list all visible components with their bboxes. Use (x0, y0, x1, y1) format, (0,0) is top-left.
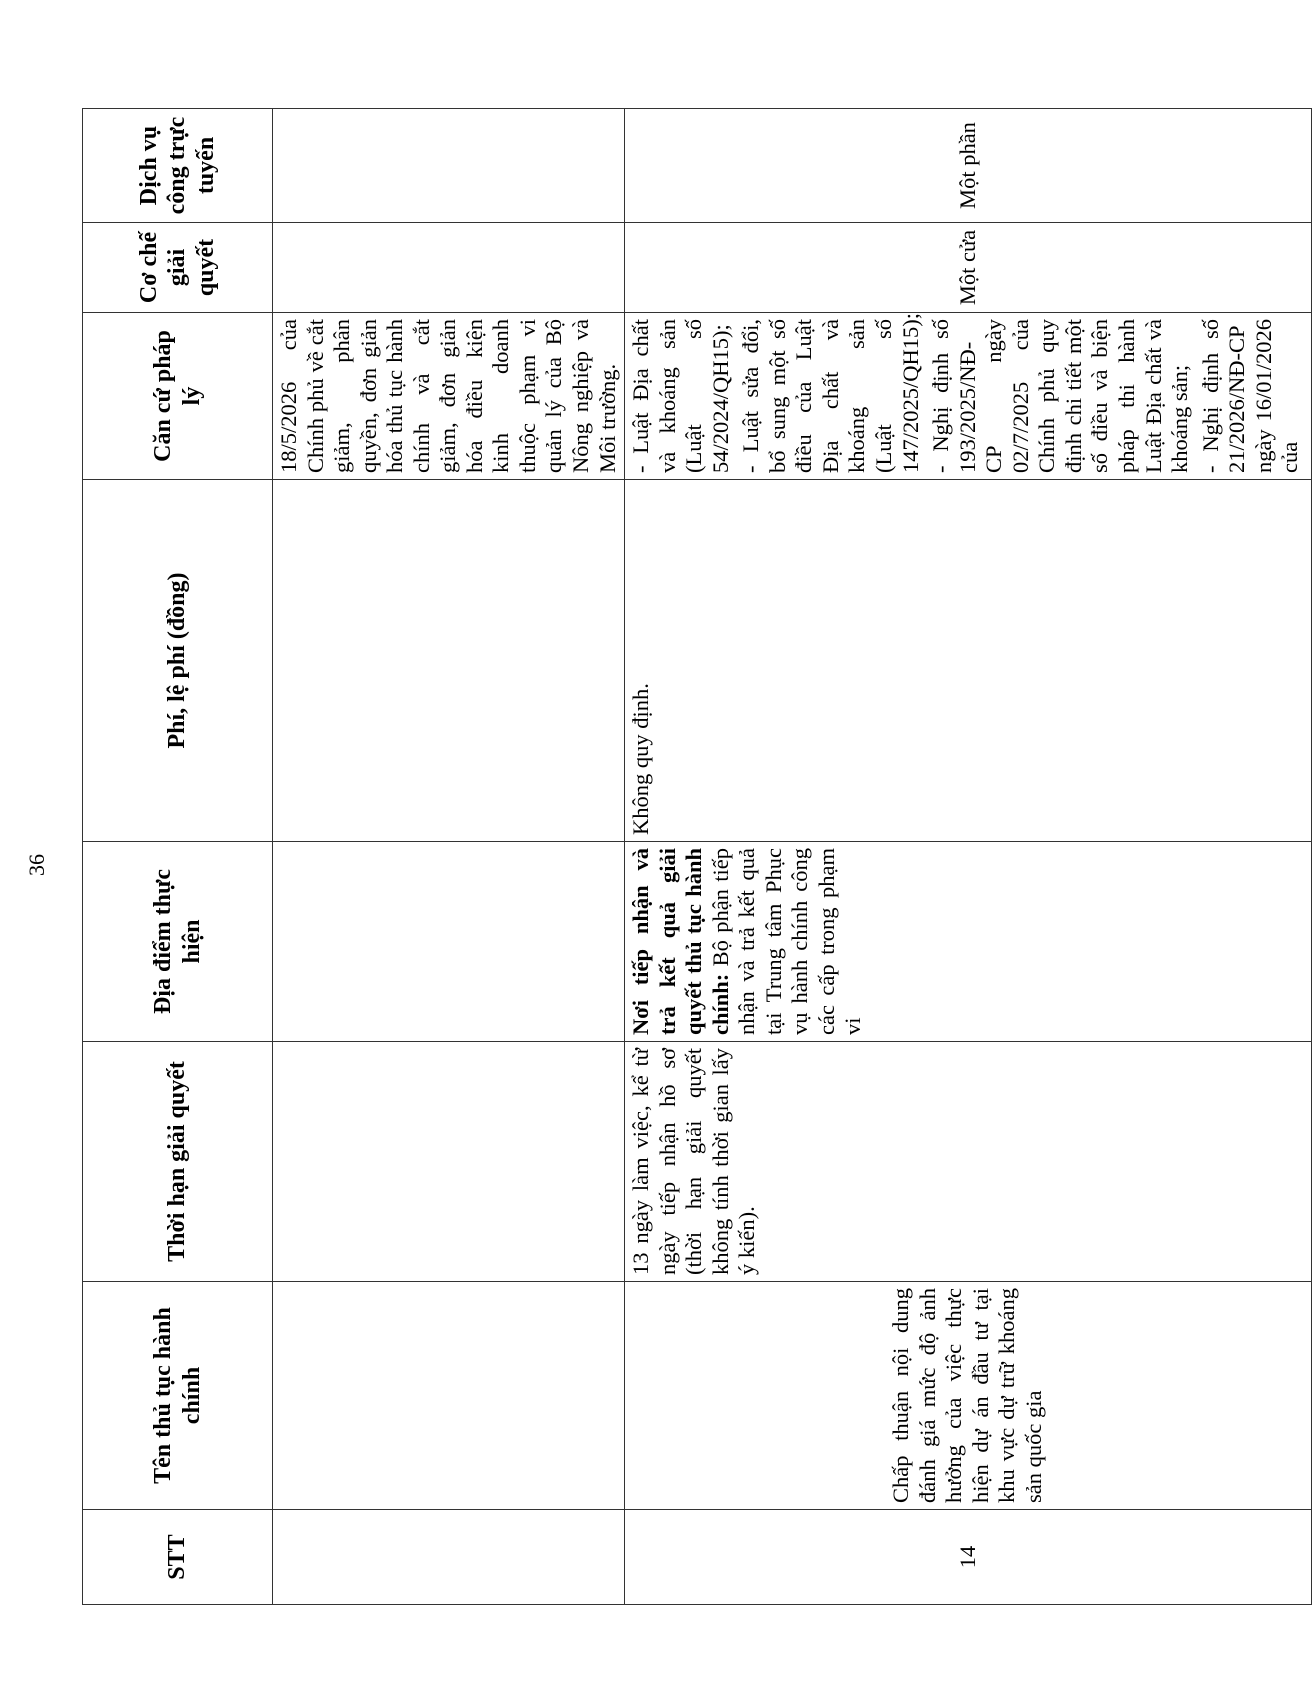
cell-legal-continued: 18/5/2026 của Chính phủ về cắt giảm, phân quyền, đơn giản hóa thủ tục hành chính và cắt giảm, đơn giản hóa điều kiện kinh doanh thuộc phạm vi quản lý của Bộ Nông nghiệp và Môi trường. (273, 313, 625, 480)
place-heading: Nơi tiếp nhận và trả kết quả giải quyết thủ tục hành chính: (628, 848, 733, 1035)
cell-empty (273, 1510, 625, 1605)
procedure-table (82, 108, 1312, 1605)
cell-empty (273, 842, 625, 1042)
cell-fee: Không quy định. (625, 480, 1312, 842)
table-row (273, 109, 625, 1605)
header-procedure-name: Tên thủ tục hành chính (83, 1282, 273, 1510)
cell-place (625, 842, 1312, 1042)
header-stt: STT (83, 1510, 273, 1605)
cell-empty (273, 109, 625, 223)
cell-legal-basis (625, 313, 1312, 480)
legal-item: - Nghị định số 193/2025/NĐ-CP ngày 02/7/2025 của Chính phủ quy định chi tiết một số điều và biện pháp thi hành Luật Địa chất và khoáng sản; (928, 319, 1193, 473)
cell-procedure-name: Chấp thuận nội dung đánh giá mức độ ảnh hưởng của việc thực hiện dự án đầu tư tại khu vực dự trữ khoáng sản quốc gia (625, 1282, 1312, 1510)
header-place: Địa điểm thực hiện (83, 842, 273, 1042)
cell-empty (273, 223, 625, 313)
cell-empty (273, 480, 625, 842)
place-text: Bộ phận tiếp nhận và trả kết quả tại Trung tâm Phục vụ hành chính công các cấp trong phạm vi (707, 848, 866, 1035)
table-row (625, 109, 1312, 1605)
header-legal-basis: Căn cứ pháp lý (83, 313, 273, 480)
header-mechanism: Cơ chế giải quyết (83, 223, 273, 313)
legal-item: - Luật Địa chất và khoáng sản (Luật số 54/2024/QH15); (628, 319, 733, 473)
header-time-limit: Thời hạn giải quyết (83, 1042, 273, 1282)
cell-stt: 14 (625, 1510, 1312, 1605)
table-header-row (83, 109, 273, 1605)
cell-empty (273, 1282, 625, 1510)
cell-empty (273, 1042, 625, 1282)
legal-item: - Nghị định số 21/2026/NĐ-CP ngày 16/01/2026 của (1197, 319, 1303, 473)
header-fee: Phí, lệ phí (đồng) (83, 480, 273, 842)
rotated-page (82, 109, 1303, 1605)
header-online-service: Dịch vụ công trực tuyến (83, 109, 273, 223)
cell-time-limit: 13 ngày làm việc, kể từ ngày tiếp nhận hồ sơ (thời hạn giải quyết không tính thời gian lấy ý kiến). (625, 1042, 1312, 1282)
cell-online-service: Một phần (625, 109, 1312, 223)
page-number: 36 (24, 854, 49, 876)
legal-item: - Luật sửa đổi, bổ sung một số điều của Luật Địa chất và khoáng sản (Luật số 147/2025/QH15); (738, 313, 923, 473)
cell-mechanism: Một cửa (625, 223, 1312, 313)
